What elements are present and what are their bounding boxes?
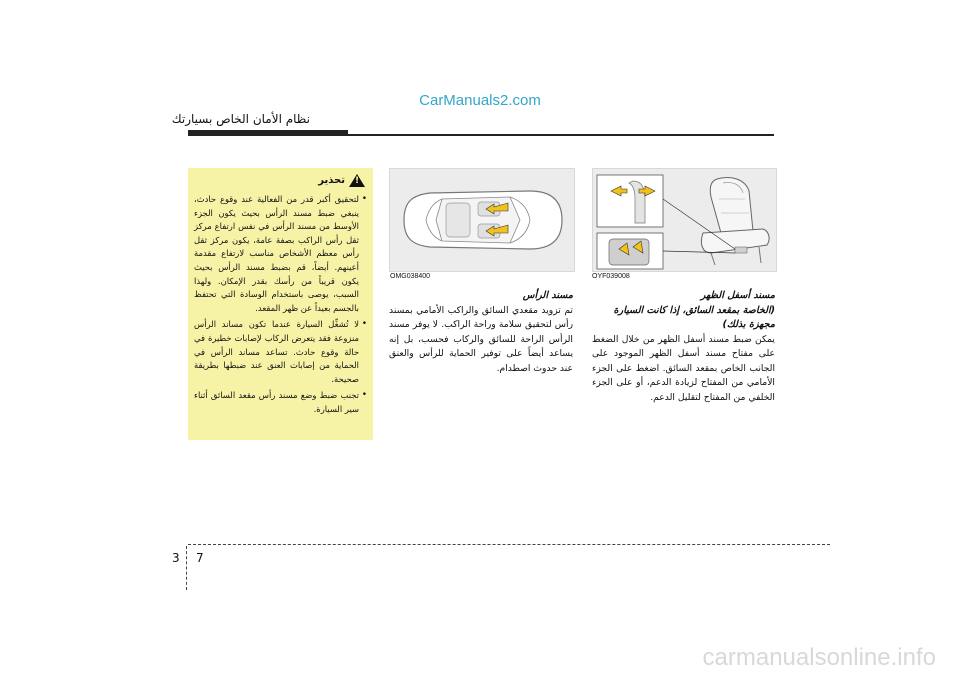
lumbar-subheading: (الخاصة بمقعد السائق، إذا كانت السيارة مجهزة بذلك) xyxy=(613,304,775,330)
lumbar-body: يمكن ضبط مسند أسفل الظهر من خلال الضغط على مفتاح مسند أسفل الظهر الموجود على الجانب الخاص بمقعد السائق. اضغط على الجزء الأمامي من المفتاح لزيادة الدعم، أو على الجزء الخلفي من المفتاح لتقليل الدعم. xyxy=(592,333,775,403)
header-rule xyxy=(188,134,774,136)
footer-vertical-rule xyxy=(186,546,187,590)
seat-illustration xyxy=(593,169,776,271)
watermark-top: CarManuals2.com xyxy=(419,92,541,109)
warning-triangle-icon: ! xyxy=(349,174,365,187)
figure-code-car: OMG038400 xyxy=(390,273,431,280)
footer-rule xyxy=(188,544,830,545)
chapter-number: 3 xyxy=(172,551,180,565)
lumbar-support-section xyxy=(592,289,775,405)
warning-header xyxy=(194,174,367,187)
lumbar-heading: مسند أسفل الظهر xyxy=(700,290,775,301)
warning-title: تحذير xyxy=(318,175,345,186)
page-header-title: نظام الأمان الخاص بسيارتك xyxy=(171,112,310,126)
figure-code-seat: OYF039008 xyxy=(592,273,630,280)
watermark-bottom: carmanualsonline.info xyxy=(702,644,936,671)
headrest-section xyxy=(389,289,573,376)
warning-item: • لتحقيق أكبر قدر من الفعالية عند وقوع حادث، ينبغي ضبط مسند الرأس بحيث يكون الجزء الأوسط من مسند الرأس في نفس ارتفاع مركز ثقل رأس الراكب بصفة عامة، يكون مركز ثقل رأس معظم الأشخاص مناسب لارتفاع مقدمة أعينهم. أيضاً، قم بضبط مسند الرأس بحيث يكون قريباً من رأسك بقدر الإمكان. ولهذا السبب، يوصى باستخدام الوسادة التي تحتفظ بالجسم بعيداً عن ظهر المقعد. xyxy=(194,193,367,315)
headrest-body: تم تزويد مقعدي السائق والراكب الأمامي بمسند رأس لتحقيق سلامة وراحة الراكب. لا يوفر مسند الرأس الراحة للسائق والركاب فحسب، بل إنه يساعد أيضاً على توفير الحماية للرأس والعنق عند حدوث اصطدام. xyxy=(389,304,573,374)
headrest-heading: مسند الرأس xyxy=(522,290,573,301)
warning-item: • لا تُشغِّل السيارة عندما تكون مساند الرأس منزوعة فقد يتعرض الركاب لإصابات خطيرة في حالة وقوع حادث. تساعد مساند الرأس في الحماية من إصابات العنق عند ضبطها بطريقة صحيحة. xyxy=(194,318,367,386)
page-number: 7 xyxy=(196,551,204,565)
car-top-view-figure xyxy=(389,168,575,272)
warning-item: • تجنب ضبط وضع مسند رأس مقعد السائق أثناء سير السيارة. xyxy=(194,389,367,416)
seat-figure xyxy=(592,168,777,272)
car-top-view-illustration xyxy=(390,169,574,271)
warning-box xyxy=(188,168,373,440)
